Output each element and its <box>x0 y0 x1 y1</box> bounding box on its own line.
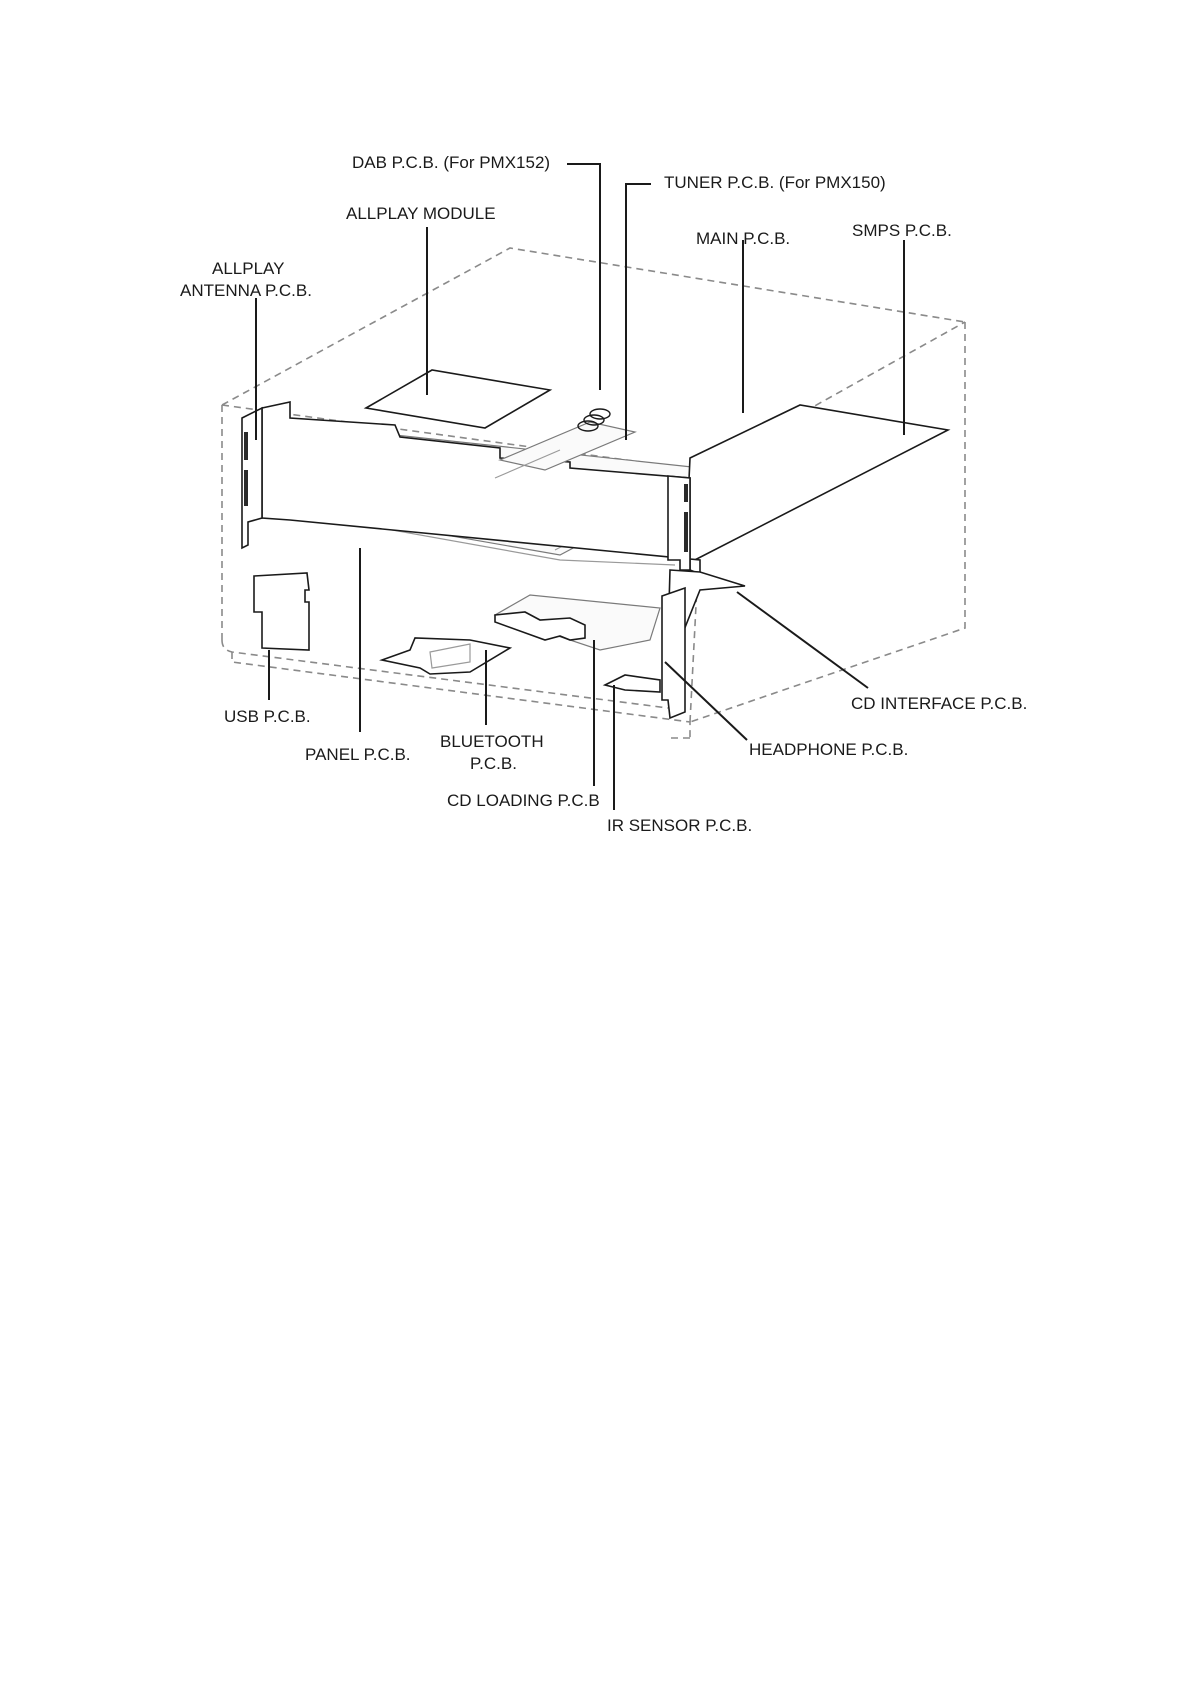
label-cd-interface: CD INTERFACE P.C.B. <box>851 694 1028 713</box>
usb-board <box>254 573 309 650</box>
label-allplay-antenna-line1: ALLPLAY <box>212 259 285 278</box>
label-panel: PANEL P.C.B. <box>305 745 411 764</box>
label-usb: USB P.C.B. <box>224 707 311 726</box>
cd-interface-board <box>495 570 745 650</box>
label-allplay-antenna-line2: ANTENNA P.C.B. <box>180 281 312 300</box>
label-cd-loading: CD LOADING P.C.B <box>447 791 600 810</box>
label-main: MAIN P.C.B. <box>696 229 791 248</box>
allplay-module-board <box>366 370 550 428</box>
label-headphone: HEADPHONE P.C.B. <box>749 740 909 759</box>
label-ir-sensor: IR SENSOR P.C.B. <box>607 816 753 835</box>
panel-pcb-board <box>242 402 700 574</box>
label-dab: DAB P.C.B. (For PMX152) <box>352 153 551 172</box>
label-bluetooth-line2: P.C.B. <box>470 754 517 773</box>
headphone-board <box>662 588 685 718</box>
smps-pcb-board <box>685 405 948 565</box>
label-smps: SMPS P.C.B. <box>852 221 952 240</box>
label-bluetooth-line1: BLUETOOTH <box>440 732 544 751</box>
label-allplay-module: ALLPLAY MODULE <box>346 204 496 223</box>
bluetooth-board <box>382 638 510 674</box>
label-tuner: TUNER P.C.B. (For PMX150) <box>664 173 886 192</box>
